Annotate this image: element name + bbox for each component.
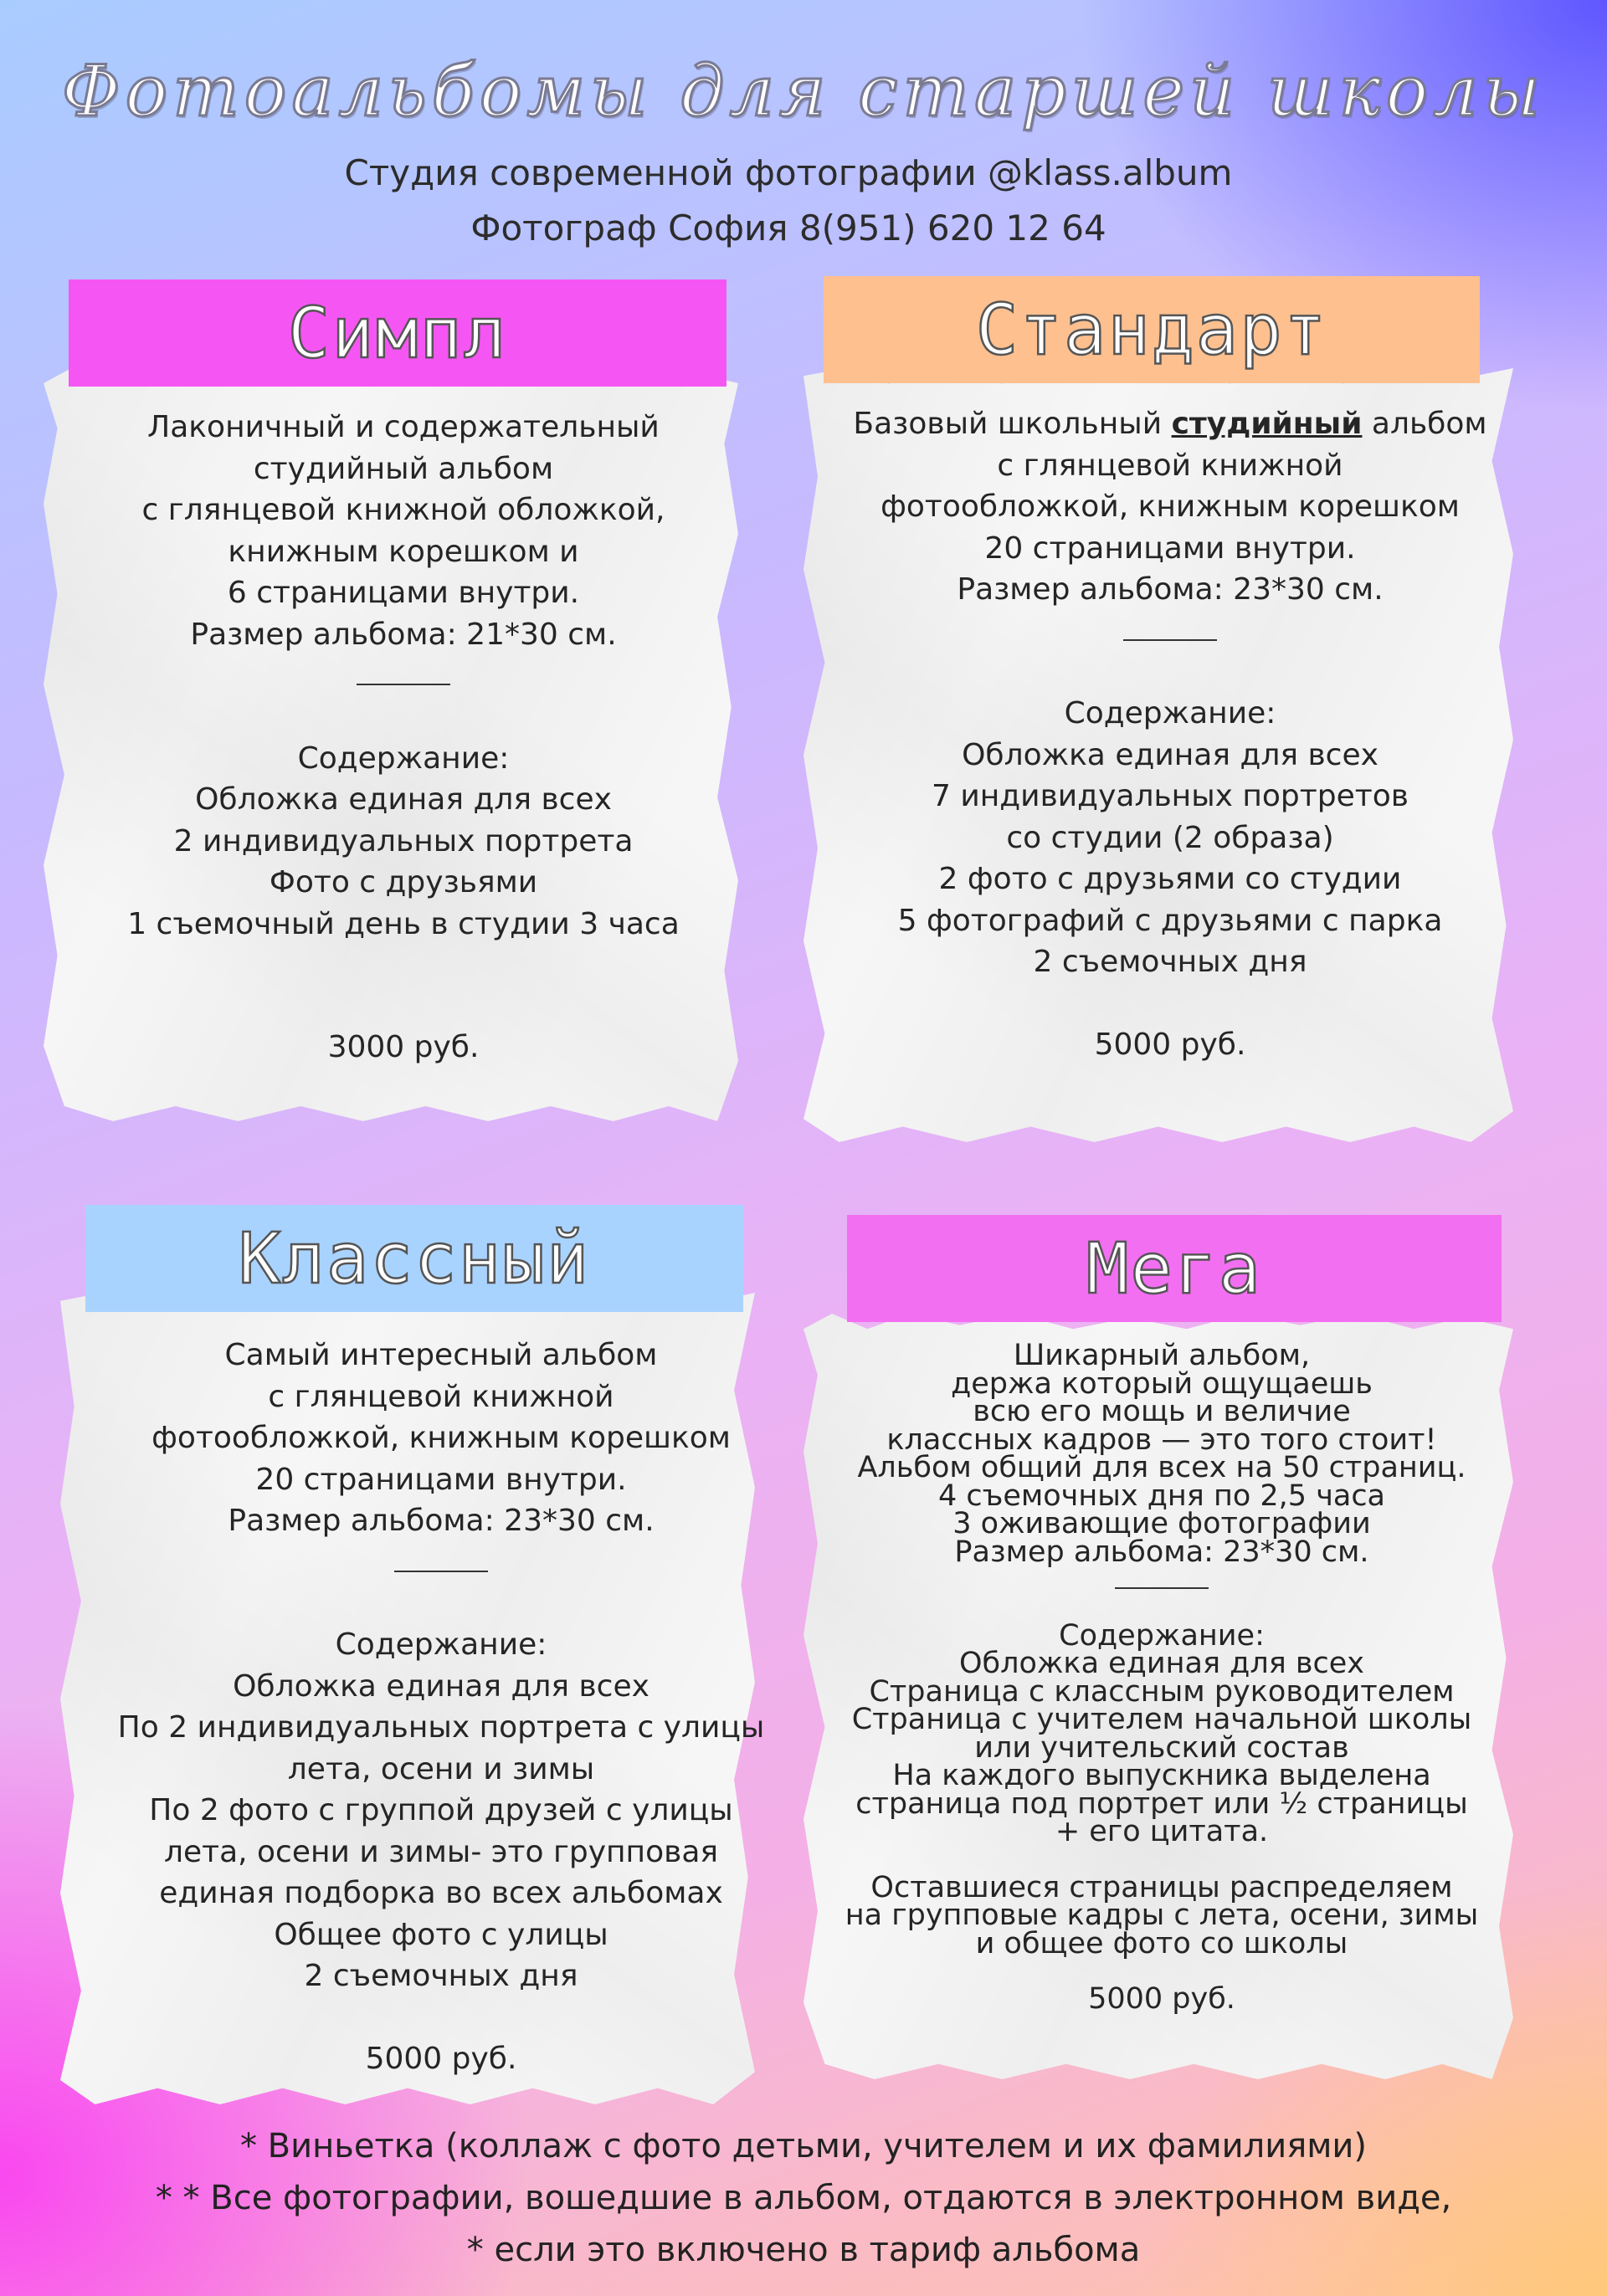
separator	[69, 655, 738, 697]
desc-line: Базовый школьный студийный альбом	[853, 407, 1487, 441]
desc-line: студийный альбом	[253, 451, 554, 486]
plan-content-mega	[810, 1339, 1513, 2016]
contents-line: со студии (2 образа)	[1006, 820, 1334, 855]
desc-line: фотообложкой, книжным корешком	[881, 489, 1460, 524]
desc-line: Самый интересный альбом	[224, 1338, 658, 1372]
desc-line: с глянцевой книжной обложкой,	[141, 493, 665, 527]
contents-line: 2 индивидуальных портрета	[173, 823, 634, 858]
desc-line: Размер альбома: 23*30 см.	[957, 572, 1384, 607]
contents-line: На каждого выпускника выделена	[892, 1759, 1431, 1792]
footnote-digital: * * Все фотографии, вошедшие в альбом, отдаются в электронном виде,	[155, 2179, 1452, 2217]
contents-label: Содержание:	[1059, 1618, 1265, 1653]
contents-line: Страница с учителем начальной школы	[851, 1703, 1472, 1736]
desc-line: Размер альбома: 23*30 см.	[228, 1504, 655, 1538]
contents-line: Обложка единая для всех	[233, 1668, 649, 1704]
separator	[94, 1542, 788, 1584]
desc-line: 20 страницами внутри.	[984, 530, 1356, 566]
contents-line: единая подборка во всех альбомах	[159, 1876, 723, 1910]
desc-line: с глянцевой книжной	[268, 1379, 614, 1414]
contents-label: Содержание:	[335, 1627, 547, 1662]
price: 5000 руб.	[1094, 1027, 1246, 1062]
contents-label: Содержание:	[297, 741, 510, 776]
plan-title-classny: Классный	[85, 1205, 743, 1312]
desc-line: фотообложкой, книжным корешком	[151, 1421, 731, 1455]
contents-line: лета, осени и зимы	[287, 1751, 595, 1786]
desc-line: 4 съемочных дня по 2,5 часа	[937, 1479, 1386, 1513]
contents-line: + его цитата.	[1055, 1815, 1269, 1848]
plan-content-classny	[94, 1335, 788, 2079]
highlight-word: студийный	[1171, 407, 1363, 441]
desc-line: 20 страницами внутри.	[255, 1462, 627, 1497]
plan-title-simple: Симпл	[69, 279, 726, 387]
photographer-line: Фотограф София 8(951) 620 12 64	[470, 208, 1106, 249]
plan-title-standard: Стандарт	[824, 276, 1480, 383]
contents-line: 1 съемочный день в студии 3 часа	[127, 906, 680, 941]
contents-line: 2 съемочных дня	[1033, 945, 1307, 979]
plan-title-mega: Мега	[847, 1215, 1502, 1322]
desc-line: Размер альбома: 23*30 см.	[954, 1535, 1369, 1569]
footnote-vignette: * Виньетка (коллаж с фото детьми, учителем и их фамилиями)	[239, 2127, 1368, 2165]
desc-line: всю его мощь и величие	[973, 1395, 1351, 1428]
contents-line: Общее фото с улицы	[274, 1917, 608, 1952]
desc-line: держа который ощущаешь	[951, 1366, 1373, 1401]
price: 3000 руб.	[327, 1030, 480, 1064]
desc-line: Альбом общий для всех на 50 страниц.	[857, 1451, 1466, 1484]
desc-line: 6 страницами внутри.	[227, 576, 580, 610]
contents-line: Страница с классным руководителем	[869, 1674, 1455, 1709]
page-title: Фотоальбомы для старшей школы	[61, 50, 1546, 132]
desc-line: 3 оживающие фотографии	[952, 1507, 1371, 1540]
price: 5000 руб.	[1088, 1982, 1235, 2016]
desc-line: Лаконичный и содержательный	[147, 410, 660, 444]
contents-line: лета, осени и зимы- это групповая	[163, 1834, 719, 1869]
desc-line: Шикарный альбом,	[1013, 1339, 1311, 1372]
desc-line: с глянцевой книжной	[997, 448, 1343, 483]
contents-line: 7 индивидуальных портретов	[932, 779, 1409, 813]
contents-line: Обложка единая для всех	[195, 782, 612, 817]
contents-line: Обложка единая для всех	[958, 1647, 1365, 1680]
separator	[810, 1566, 1513, 1595]
contents-line: По 2 индивидуальных портрета с улицы	[117, 1710, 765, 1745]
separator	[819, 611, 1522, 653]
contents-line: 2 съемочных дня	[304, 1959, 578, 1993]
contents-line: страница под портрет или ½ страницы	[855, 1786, 1468, 1821]
contents-line: 2 фото с друзьями со студии	[938, 862, 1402, 896]
desc-line: классных кадров — это того стоит!	[886, 1422, 1437, 1457]
contents-line: По 2 фото с группой друзей с улицы	[149, 1793, 733, 1827]
price: 5000 руб.	[365, 2041, 517, 2076]
footnote-tariff: * если это включено в тариф альбома	[466, 2231, 1141, 2269]
plan-content-simple	[69, 407, 738, 1069]
contents-line: 5 фотографий с друзьями с парка	[897, 903, 1443, 938]
desc-line: книжным корешком и	[228, 534, 579, 569]
extra-line: Оставшиеся страницы распределяем	[870, 1870, 1453, 1904]
desc-line: Размер альбома: 21*30 см.	[190, 617, 617, 652]
studio-line: Студия современной фотографии @klass.album	[344, 152, 1233, 193]
extra-line: на групповые кадры с лета, осени, зимы	[845, 1899, 1479, 1932]
contents-line: или учительский состав	[974, 1730, 1349, 1765]
contents-line: Обложка единая для всех	[962, 737, 1379, 772]
contents-label: Содержание:	[1064, 696, 1276, 730]
contents-line: Фото с друзьями	[269, 865, 538, 899]
plan-content-standard	[819, 403, 1522, 1065]
extra-line: и общее фото со школы	[975, 1926, 1348, 1960]
